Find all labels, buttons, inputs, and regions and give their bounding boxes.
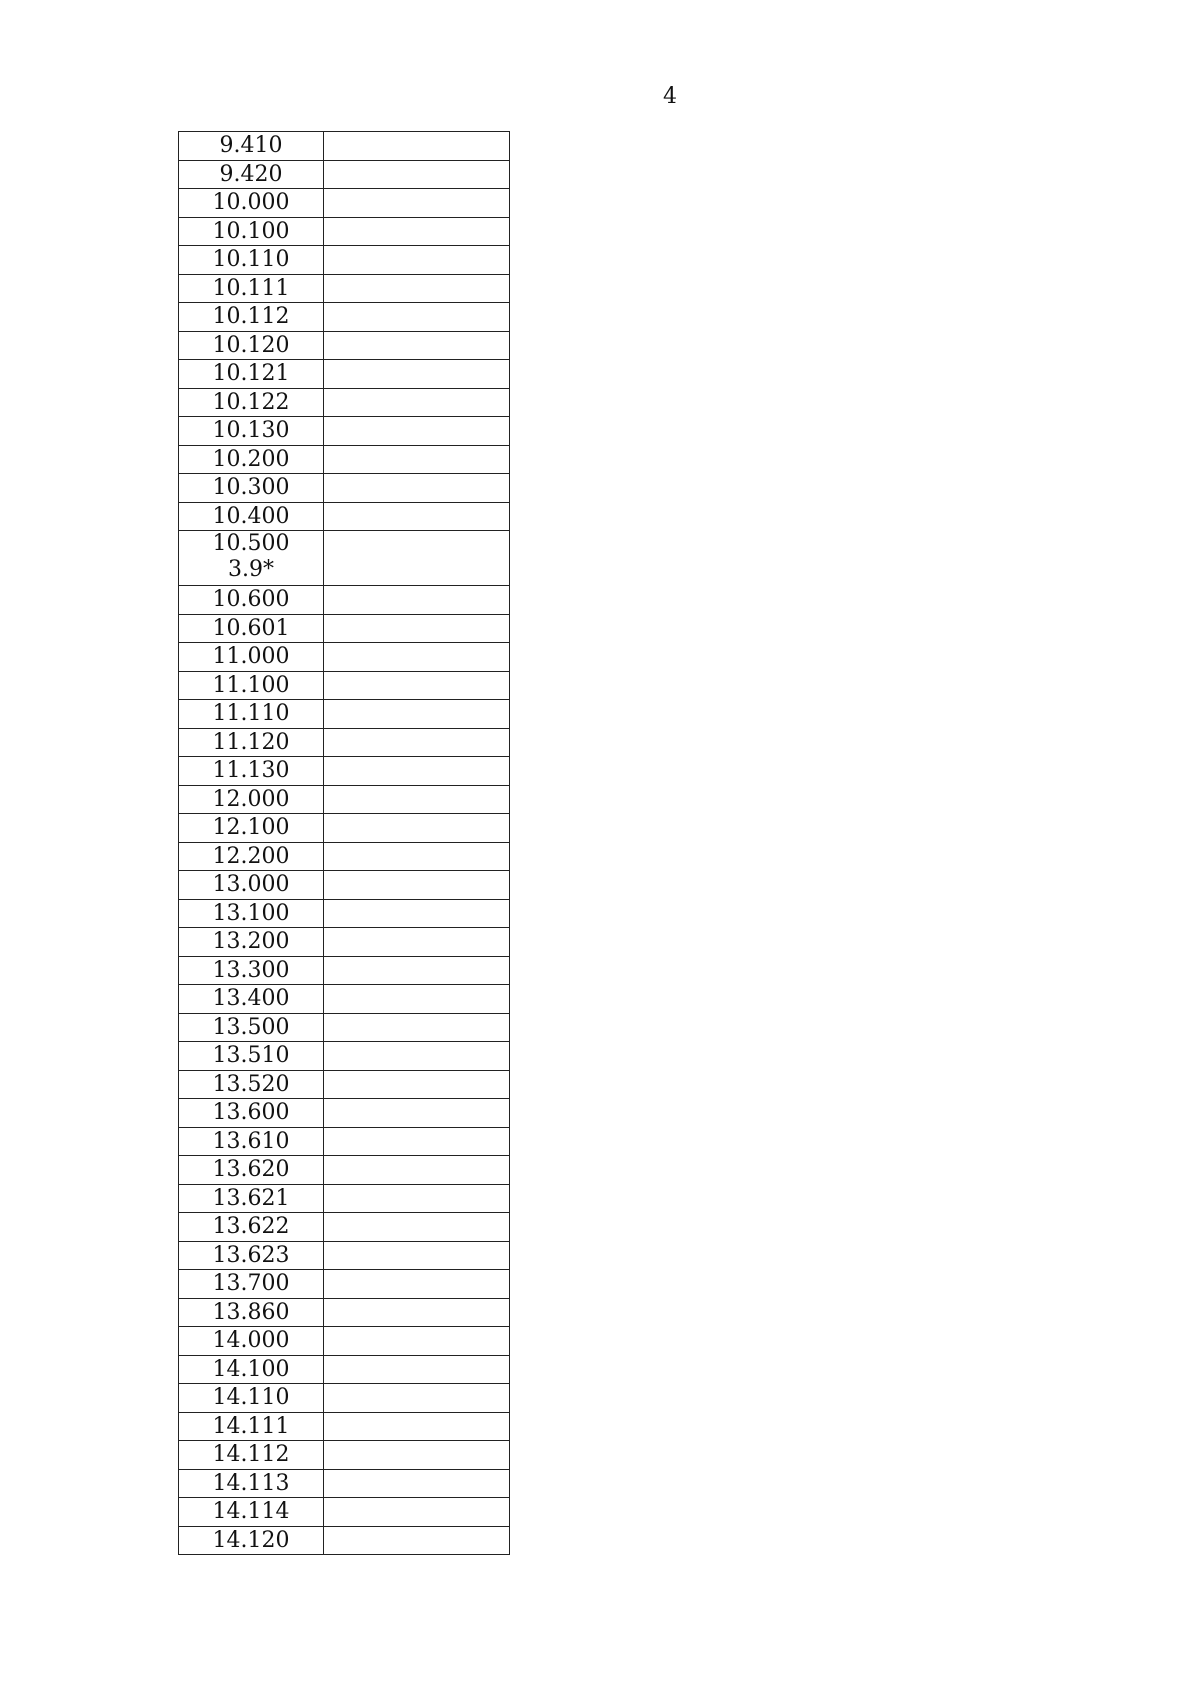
code-cell: 13.622 <box>179 1213 324 1241</box>
value-cell <box>324 1413 509 1441</box>
code-cell: 9.420 <box>179 161 324 189</box>
table-row <box>179 957 509 986</box>
code-cell: 10.400 <box>179 503 324 531</box>
value-cell <box>324 757 509 785</box>
value-cell <box>324 303 509 331</box>
code-cell: 11.110 <box>179 700 324 728</box>
table-row <box>179 1071 509 1100</box>
table-row <box>179 1213 509 1242</box>
value-cell <box>324 1014 509 1042</box>
code-cell: 10.000 <box>179 189 324 217</box>
value-cell <box>324 218 509 246</box>
code-cell: 10.122 <box>179 389 324 417</box>
value-cell <box>324 1356 509 1384</box>
value-cell <box>324 786 509 814</box>
table-row <box>179 1014 509 1043</box>
code-cell: 11.000 <box>179 643 324 671</box>
table-row <box>179 672 509 701</box>
table-row <box>179 928 509 957</box>
code-cell: 14.110 <box>179 1384 324 1412</box>
page-number: 4 <box>663 84 677 109</box>
table-row <box>179 446 509 475</box>
value-cell <box>324 446 509 474</box>
table-row <box>179 1356 509 1385</box>
table-row <box>179 1441 509 1470</box>
value-cell <box>324 871 509 899</box>
value-cell <box>324 1327 509 1355</box>
value-cell <box>324 1498 509 1526</box>
code-cell: 14.120 <box>179 1527 324 1555</box>
table-row <box>179 474 509 503</box>
value-cell <box>324 474 509 502</box>
value-cell <box>324 389 509 417</box>
table-row <box>179 814 509 843</box>
code-cell: 10.111 <box>179 275 324 303</box>
code-cell: 10.600 <box>179 586 324 614</box>
code-cell: 13.600 <box>179 1099 324 1127</box>
value-cell <box>324 132 509 160</box>
table-row <box>179 1270 509 1299</box>
code-cell: 14.000 <box>179 1327 324 1355</box>
code-cell: 14.114 <box>179 1498 324 1526</box>
code-cell: 13.510 <box>179 1042 324 1070</box>
table-row <box>179 1156 509 1185</box>
value-cell <box>324 360 509 388</box>
value-cell <box>324 1156 509 1184</box>
table-row <box>179 303 509 332</box>
value-cell <box>324 503 509 531</box>
table-row <box>179 700 509 729</box>
code-cell: 10.120 <box>179 332 324 360</box>
table-row <box>179 1384 509 1413</box>
table-row <box>179 1042 509 1071</box>
value-cell <box>324 700 509 728</box>
table-row <box>179 503 509 532</box>
table-row <box>179 1099 509 1128</box>
code-cell: 10.100 <box>179 218 324 246</box>
table-row <box>179 1413 509 1442</box>
table-row <box>179 586 509 615</box>
value-cell <box>324 1071 509 1099</box>
code-cell: 12.000 <box>179 786 324 814</box>
value-cell <box>324 814 509 842</box>
value-cell <box>324 928 509 956</box>
code-cell: 13.860 <box>179 1299 324 1327</box>
code-cell: 11.130 <box>179 757 324 785</box>
value-cell <box>324 417 509 445</box>
table-row <box>179 246 509 275</box>
table-row <box>179 132 509 161</box>
value-cell <box>324 1099 509 1127</box>
code-cell: 12.200 <box>179 843 324 871</box>
code-cell: 10.200 <box>179 446 324 474</box>
code-cell: 13.520 <box>179 1071 324 1099</box>
table-row <box>179 1242 509 1271</box>
value-cell <box>324 246 509 274</box>
code-cell: 13.500 <box>179 1014 324 1042</box>
value-cell <box>324 1242 509 1270</box>
code-cell: 13.200 <box>179 928 324 956</box>
value-cell <box>324 900 509 928</box>
value-cell <box>324 1270 509 1298</box>
table-row <box>179 332 509 361</box>
code-cell: 13.000 <box>179 871 324 899</box>
code-cell: 11.120 <box>179 729 324 757</box>
code-cell: 10.121 <box>179 360 324 388</box>
value-cell <box>324 586 509 614</box>
table-row <box>179 1299 509 1328</box>
code-cell: 13.400 <box>179 985 324 1013</box>
value-cell <box>324 1042 509 1070</box>
table-row <box>179 1185 509 1214</box>
value-cell <box>324 1213 509 1241</box>
code-cell: 14.112 <box>179 1441 324 1469</box>
table-row <box>179 843 509 872</box>
value-cell <box>324 332 509 360</box>
code-cell: 13.100 <box>179 900 324 928</box>
value-cell <box>324 1299 509 1327</box>
table-row <box>179 389 509 418</box>
table-row <box>179 417 509 446</box>
code-cell: 11.100 <box>179 672 324 700</box>
value-cell <box>324 189 509 217</box>
code-cell: 13.610 <box>179 1128 324 1156</box>
code-cell: 10.110 <box>179 246 324 274</box>
value-cell <box>324 1527 509 1555</box>
table-row <box>179 615 509 644</box>
code-table <box>178 131 510 1555</box>
code-cell: 14.100 <box>179 1356 324 1384</box>
table-row <box>179 900 509 929</box>
code-cell: 14.111 <box>179 1413 324 1441</box>
code-cell: 9.410 <box>179 132 324 160</box>
value-cell <box>324 275 509 303</box>
table-row <box>179 786 509 815</box>
table-row <box>179 218 509 247</box>
table-row <box>179 275 509 304</box>
code-cell: 13.620 <box>179 1156 324 1184</box>
table-row <box>179 1498 509 1527</box>
table-row <box>179 643 509 672</box>
code-cell: 10.130 <box>179 417 324 445</box>
table-row <box>179 985 509 1014</box>
value-cell <box>324 531 509 585</box>
value-cell <box>324 957 509 985</box>
code-cell: 10.500 3.9* <box>179 531 324 585</box>
value-cell <box>324 1384 509 1412</box>
code-cell: 13.700 <box>179 1270 324 1298</box>
value-cell <box>324 1441 509 1469</box>
value-cell <box>324 643 509 671</box>
code-cell: 14.113 <box>179 1470 324 1498</box>
table-row <box>179 1527 509 1556</box>
table-row <box>179 1128 509 1157</box>
table-row <box>179 360 509 389</box>
value-cell <box>324 1128 509 1156</box>
code-cell: 13.300 <box>179 957 324 985</box>
table-row <box>179 1470 509 1499</box>
value-cell <box>324 1470 509 1498</box>
code-cell: 10.112 <box>179 303 324 331</box>
code-cell: 10.601 <box>179 615 324 643</box>
table-row <box>179 189 509 218</box>
value-cell <box>324 672 509 700</box>
value-cell <box>324 729 509 757</box>
table-row <box>179 1327 509 1356</box>
value-cell <box>324 985 509 1013</box>
code-cell: 12.100 <box>179 814 324 842</box>
value-cell <box>324 161 509 189</box>
code-cell: 13.621 <box>179 1185 324 1213</box>
table-row <box>179 871 509 900</box>
code-cell: 13.623 <box>179 1242 324 1270</box>
value-cell <box>324 615 509 643</box>
table-row <box>179 161 509 190</box>
code-cell: 10.300 <box>179 474 324 502</box>
table-row <box>179 531 509 586</box>
table-row <box>179 757 509 786</box>
table-row <box>179 729 509 758</box>
value-cell <box>324 843 509 871</box>
value-cell <box>324 1185 509 1213</box>
